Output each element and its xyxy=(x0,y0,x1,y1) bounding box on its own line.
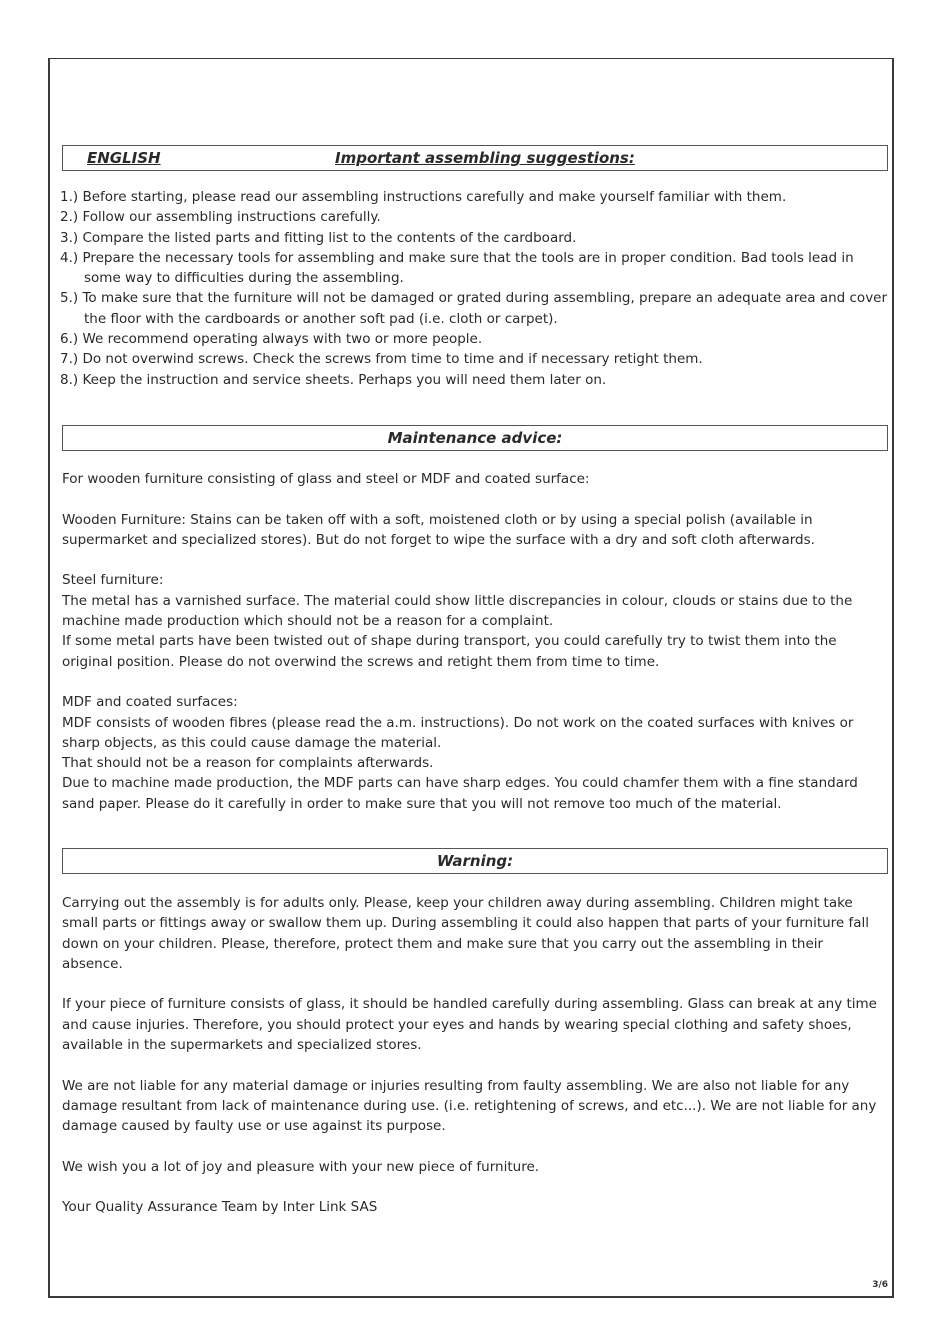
steel-text-2: If some metal parts have been twisted out of shape during transport, you could carefully try to twist them into the original position. Please do not overwind the screws and retight them from time to time. xyxy=(62,633,837,670)
list-item: 2.) Follow our assembling instructions carefully. xyxy=(60,209,381,226)
list-item: 6.) We recommend operating always with two or more people. xyxy=(60,331,483,348)
warning-text-1: Carrying out the assembly is for adults only. Please, keep your children away during assembling. Children might take small parts or fittings away or swallow them up. During assembling it could also happen that parts of your furniture fall down on your children. Please, therefore, protect them and make sure that you carry out the assembling in their absence. xyxy=(62,895,870,972)
mdf-text-2: That should not be a reason for complaints afterwards. xyxy=(62,755,434,772)
maintenance-intro: For wooden furniture consisting of glass and steel or MDF and coated surface: xyxy=(62,471,590,487)
maintenance-title: Maintenance advice: xyxy=(387,429,563,447)
language-label: ENGLISH xyxy=(87,149,161,167)
assembling-title: Important assembling suggestions: xyxy=(335,149,635,167)
assembling-suggestions-list xyxy=(60,187,890,390)
wooden-furniture-text: Wooden Furniture: Stains can be taken off with a soft, moistened cloth or by using a special polish (available in supermarket and specialized stores). But do not forget to wipe the surface with a dry and soft cloth afterwards. xyxy=(62,511,815,548)
warning-title: Warning: xyxy=(436,852,514,870)
warning-section xyxy=(62,893,888,1218)
mdf-text-3: Due to machine made production, the MDF parts can have sharp edges. You could chamfer them with a fine standard sand paper. Please do it carefully in order to make sure that you will not remove too much of the material. xyxy=(62,775,858,812)
list-item: 8.) Keep the instruction and service sheets. Perhaps you will need them later on. xyxy=(60,371,607,388)
section-header-maintenance xyxy=(62,425,888,451)
closing-wish: We wish you a lot of joy and pleasure with your new piece of furniture. xyxy=(62,1158,540,1175)
signature-line: Your Quality Assurance Team by Inter Link SAS xyxy=(62,1199,378,1216)
list-item: 7.) Do not overwind screws. Check the screws from time to time and if necessary retight them. xyxy=(60,351,703,368)
steel-text-1: The metal has a varnished surface. The material could show little discrepancies in colour, clouds or stains due to the machine made production which should not be a reason for a complaint. xyxy=(62,592,853,630)
mdf-heading: MDF and coated surfaces: xyxy=(62,694,238,711)
warning-text-3: We are not liable for any material damage or injuries resulting from faulty assembling. We are also not liable for any damage resultant from lack of maintenance during use. (i.e. retightening of screws, and etc...). We are not liable for any damage caused by faulty use or use against its purpose. xyxy=(62,1077,877,1135)
warning-text-2: If your piece of furniture consists of glass, it should be handled carefully during assembling. Glass can break at any time and cause injuries. Therefore, you should protect your eyes and hands by wearing special clothing and safety shoes, available in the supermarkets and specialized stores. xyxy=(62,996,877,1054)
maintenance-section xyxy=(62,469,888,814)
section-header-warning xyxy=(62,848,888,874)
page-number: 3/6 xyxy=(872,1280,888,1290)
list-item: 4.) Prepare the necessary tools for assembling and make sure that the tools are in proper condition. Bad tools lead in some way to difficulties during the assembling. xyxy=(60,249,854,287)
steel-heading: Steel furniture: xyxy=(62,572,164,589)
list-item: 5.) To make sure that the furniture will not be damaged or grated during assembling, prepare an adequate area and cover the floor with the cardboards or another soft pad (i.e. cloth or carpet). xyxy=(60,290,888,327)
list-item: 3.) Compare the listed parts and fitting list to the contents of the cardboard. xyxy=(60,229,577,246)
section-header-assembling xyxy=(62,145,888,171)
list-item: 1.) Before starting, please read our assembling instructions carefully and make yourself familiar with them. xyxy=(60,189,787,205)
mdf-text-1: MDF consists of wooden fibres (please read the a.m. instructions). Do not work on the coated surfaces with knives or sharp objects, as this could cause damage the material. xyxy=(62,714,854,751)
